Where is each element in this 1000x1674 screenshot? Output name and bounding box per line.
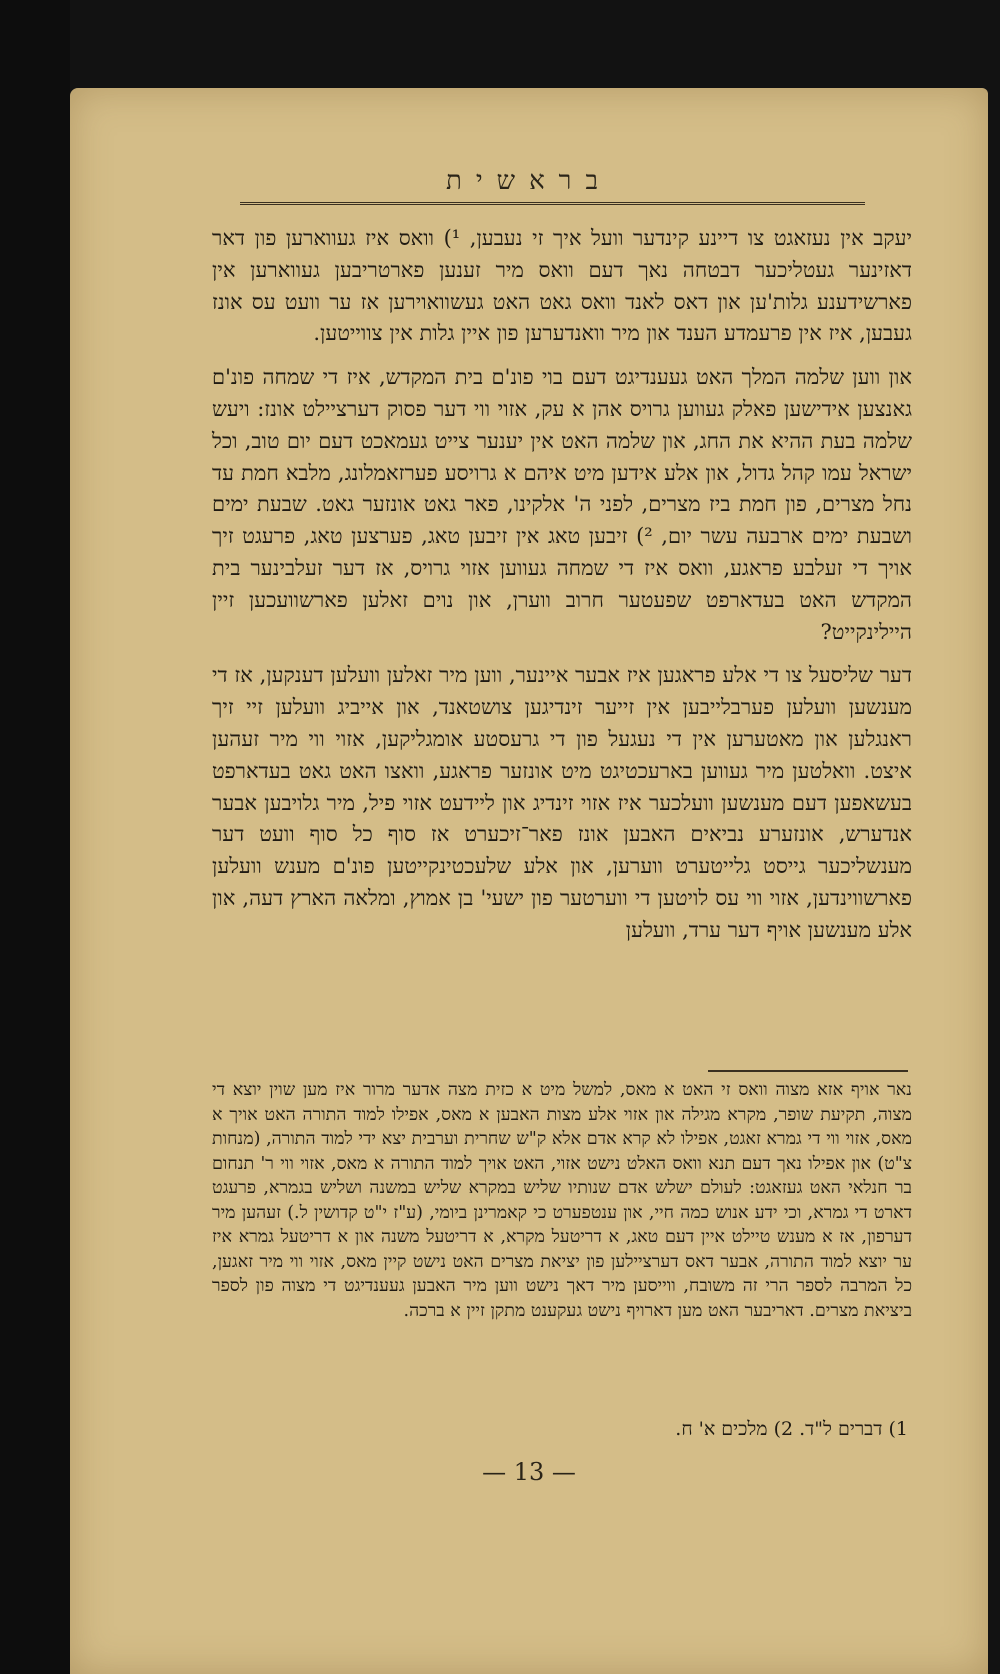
scan-background-strip: [0, 0, 70, 1674]
footnote-block: [212, 1078, 912, 1323]
footnote-continuation: נאר אויף אזא מצוה וואס זי האט א מאס, למשל מיט א כזית מצה אדער מרור איז מען שוין יוצא די מצוה, תקיעת שופר, מקרא מגילה און אזוי אלע מצות האבען א מאס, אפילו למוד התורה האט אויך א מאס, אזוי ווי די גמרא זאגט, אפילו לא קרא אדם אלא ק"ש שחרית וערבית יצא ידי למוד התורה, (מנחות צ"ט) און אפילו נאך דעם תנא וואס האלט נישט אזוי, האט אויך למוד התורה א מאס, אזוי ווי ר' תנחום בר חנלאי האט געזאגט: לעולם ישלש אדם שנותיו שליש במקרא שליש במשנה ושליש בגמרא, פרעגט דארט די גמרא, וכי ידע אנוש כמה חיי, און ענטפערט כי קאמרינן ביומי, (ע"ז י"ט קדושין ל.) זעהען מיר דערפון, אז א מענש טיילט איין דעם טאג, א דריטעל מקרא, א דריטעל משנה און א דריטעל גמרא איז ער יוצא למוד התורה, אבער דאס דערציילען פון יציאת מצרים האט נישט קיין מאס, אזוי ווי מיר זאגען, כל המרבה לספר הרי זה משובח, ווייסען מיר דאך נישט ווען מיר האבען געענדיגט די מצוה פון לספר ביציאת מצרים. דאריבער האט מען דארויף נישט געקענט מתקן זיין א ברכה.: [212, 1080, 912, 1321]
footnote-rule: [708, 1070, 908, 1072]
footnote-references: 1) דברים ל"ד. 2) מלכים א' ח.: [675, 1418, 908, 1440]
book-page: [70, 88, 988, 1674]
main-text: [212, 223, 912, 959]
header-rule: [240, 202, 865, 205]
paragraph-2: און ווען שלמה המלך האט געענדיגט דעם בוי פונ'ם בית המקדש, איז די שמחה פונ'ם גאנצען אידישען פאלק געווען גרויס אהן א עק, אזוי ווי דער פסוק דערציילט אונז: ויעש שלמה בעת ההיא את החג, און שלמה האט אין יענער צייט געמאכט דעם יום טוב, וכל ישראל עמו קהל גדול, און אלע אידען מיט איהם א גרויסע פערזאמלונג, מלבא חמת עד נחל מצרים, פון חמת ביז מצרים, לפני ה' אלקינו, פאר גאט אונזער גאט. שבעת ימים ושבעת ימים ארבעה עשר יום, ²) זיבען טאג אין זיבען טאג, פערצען טאג, פרעגט זיך אויך די זעלבע פראגע, וואס איז די שמחה געווען אזוי גרויס, אז דער זעלבינער בית המקדש האט בעדארפט שפעטער חרוב ווערן, און נוים זאלען פארשוועכען זיין היילינקייט?: [212, 365, 912, 644]
paragraph-3: דער שליסעל צו די אלע פראגען איז אבער איינער, ווען מיר זאלען וועלען דענקען, אז די מענשען וועלען פערבלייבען אין זייער זינדיגען צושטאנד, און אייביג וועלען זיי זיך ראנגלען און מאטערען אין די נעגעל פון די גרעסטע אומגליקען, אזוי ווי מיר זעהען איצט. וואלטען מיר געווען בארעכטיגט מיט אונזער פראגע, וואצו האט גאט בעדארפט בעשאפען דעם מענשען וועלכער איז אזוי זינדיג און ליידעט אזוי פיל, מיר גלויבען אבער אנדערש, אונזערע נביאים האבען אונז פאר־זיכערט אז סוף כל סוף וועט דער מענשליכער גייסט גלייטערט ווערען, און אלע שלעכטינקייטען פונ'ם מענש וועלען פארשווינדען, אזוי ווי עס לויטען די ווערטער פון ישעי' בן אמוץ, ומלאה הארץ דעה, און אלע מענשען אויף דער ערד, וועלען: [212, 663, 912, 942]
paragraph-1: יעקב אין נעזאגט צו דיינע קינדער וועל איך זי נעבען, ¹) וואס איז געווארען פון דאר דאזינער געטליכער דבטחה נאך דעם וואס מיר זענען פארטריבען געווארען אין פארשידענע גלות'ען און דאס לאנד וואס גאט האט געשוואוירען אז ער וועט עס אונז געבען, איז אין פרעמדע הענד און מיר וואנדערען פון איין גלות אין צווייטען.: [212, 226, 912, 346]
running-head: בראשית: [446, 166, 612, 196]
page-number: — 13 —: [482, 1458, 576, 1486]
